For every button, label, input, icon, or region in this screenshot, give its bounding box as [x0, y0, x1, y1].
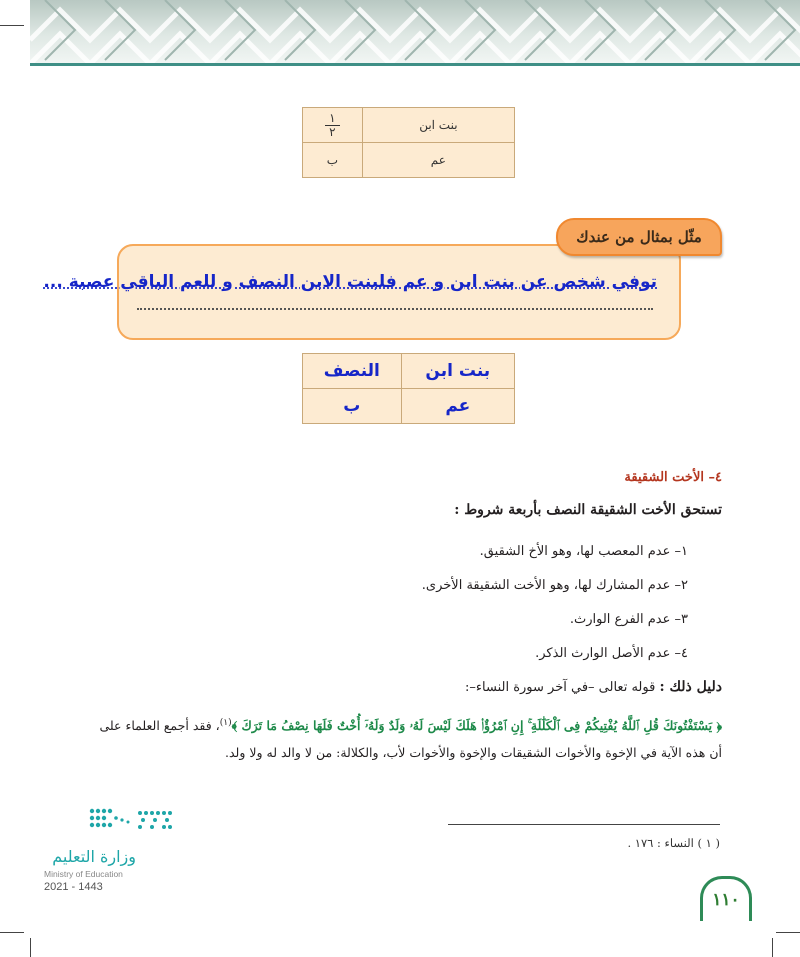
ministry-name-arabic: وزارة التعليم	[52, 847, 136, 866]
verse-paragraph	[90, 710, 722, 766]
share-cell	[303, 108, 363, 143]
logo-dots-icon	[44, 805, 184, 841]
geometric-pattern	[30, 0, 800, 64]
page-number: ١١٠	[700, 876, 752, 921]
table-row	[303, 108, 515, 143]
handwritten-answer[interactable]: توفي شخص عن بنت ابن و عم فلبنت الابن النصف و للعم الباقي عصبة ...	[43, 272, 657, 292]
fraction	[325, 112, 339, 139]
crop-mark	[776, 932, 800, 933]
decorative-banner	[30, 0, 800, 64]
explanation-text: ، فقد أجمع العلماء على أن هذه الآية في الإخوة والأخوات الشقيقات والإخوة والأخوات لأب، والكلالة: من لا والد له ولا ولد.	[99, 718, 722, 761]
condition-item: ١– عدم المعصب لها، وهو الأخ الشقيق.	[479, 544, 688, 559]
footnote: ( ١ ) النساء : ١٧٦ .	[627, 836, 720, 850]
table-row	[303, 389, 515, 424]
ministry-logo	[44, 805, 194, 895]
crop-mark	[772, 938, 773, 957]
table-row	[303, 143, 515, 178]
proof-line	[465, 679, 722, 695]
edition-year: 2021 - 1443	[44, 881, 103, 893]
share-cell[interactable]: ب	[303, 389, 402, 424]
footnote-rule	[448, 824, 720, 825]
section-heading: ٤– الأخت الشقيقة	[624, 470, 722, 485]
crop-mark	[0, 25, 24, 26]
answer-table	[302, 353, 515, 424]
table-row	[303, 354, 515, 389]
banner-rule	[30, 63, 800, 66]
ministry-name-english: Ministry of Education	[44, 869, 123, 879]
dotted-answer-line	[137, 302, 653, 310]
heir-cell[interactable]: بنت ابن	[401, 354, 514, 389]
example-box	[43, 244, 681, 340]
heir-cell[interactable]: عم	[401, 389, 514, 424]
fraction-denominator: ٢	[329, 124, 336, 139]
crop-mark	[0, 932, 24, 933]
inheritance-table	[302, 107, 515, 178]
proof-label: دليل ذلك :	[659, 679, 722, 695]
condition-item: ٣– عدم الفرع الوارث.	[569, 612, 688, 627]
heir-cell: بنت ابن	[362, 108, 514, 143]
heir-cell: عم	[362, 143, 514, 178]
share-cell[interactable]: النصف	[303, 354, 402, 389]
example-tab: مثّل بمثال من عندك	[556, 218, 722, 256]
proof-text: قوله تعالى –في آخر سورة النساء–:	[465, 680, 656, 695]
fraction-numerator: ١	[325, 112, 339, 126]
condition-item: ٢– عدم المشارك لها، وهو الأخت الشقيقة الأخرى.	[421, 578, 688, 593]
crop-mark	[30, 938, 31, 957]
condition-item: ٤– عدم الأصل الوارث الذكر.	[535, 646, 688, 661]
quran-verse: ﴿ يَسْتَفْتُونَكَ قُلِ ٱللَّهُ يُفْتِيكُمْ فِى ٱلْكَلَٰلَةِ ۚ إِنِ ٱمْرُؤٌا۟ هَلَكَ لَيْسَ لَهُۥ وَلَدٌ وَلَهُۥٓ أُخْتٌ فَلَهَا نِصْفُ مَا تَرَكَ ﴾	[231, 718, 722, 734]
share-cell: ب	[303, 143, 363, 178]
footnote-ref[interactable]: (١)	[219, 718, 232, 728]
lead-sentence: تستحق الأخت الشقيقة النصف بأربعة شروط :	[454, 502, 722, 518]
